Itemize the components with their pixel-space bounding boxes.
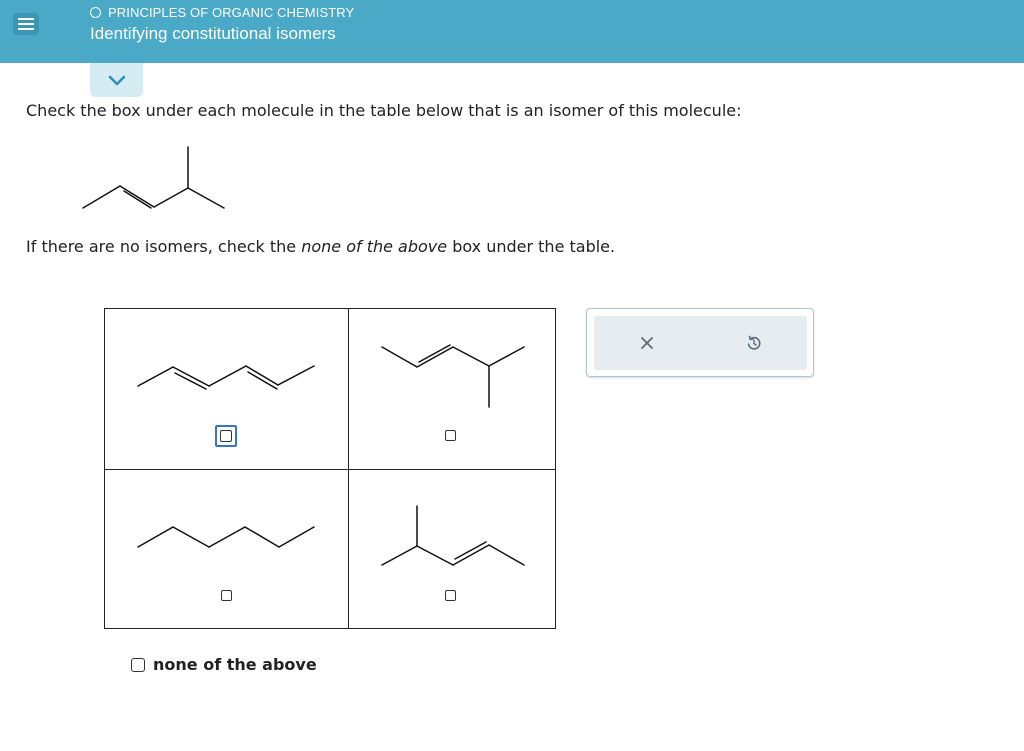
- instruction-text-start: If there are no isomers, check the: [26, 237, 302, 256]
- bond: [83, 186, 120, 208]
- course-label: [90, 4, 354, 20]
- reference-molecule: [80, 143, 230, 213]
- question-instruction: [26, 237, 615, 256]
- answer-tools-panel: [586, 308, 814, 377]
- undo-icon: [746, 335, 762, 351]
- hamburger-icon: [13, 13, 39, 35]
- table-cell-1: [104, 308, 349, 470]
- table-cell-4: [348, 469, 556, 629]
- bond: [154, 188, 188, 207]
- answer-table: [104, 308, 556, 629]
- instruction-emphasis: none of the above: [301, 237, 448, 256]
- molecule-4: [349, 470, 557, 630]
- clear-button[interactable]: [632, 328, 662, 358]
- undo-button[interactable]: [739, 328, 769, 358]
- none-of-the-above-label: none of the above: [153, 655, 317, 674]
- tools-toolbar: [594, 316, 807, 370]
- circle-icon: [90, 7, 101, 18]
- molecule-3: [105, 470, 350, 630]
- close-icon: [640, 336, 654, 350]
- bond: [188, 188, 224, 208]
- instruction-text-end: box under the table.: [447, 237, 616, 256]
- header-bar: [0, 0, 1024, 63]
- menu-button[interactable]: [0, 0, 52, 48]
- double-bond-line: [124, 191, 151, 208]
- molecule-2: [349, 309, 557, 471]
- collapse-header-button[interactable]: [90, 63, 143, 97]
- chevron-down-icon: [108, 75, 126, 86]
- none-of-the-above-option[interactable]: [131, 655, 317, 674]
- none-of-the-above-checkbox[interactable]: [131, 658, 145, 672]
- isomer-checkbox-1[interactable]: [215, 425, 237, 447]
- table-cell-2: [348, 308, 556, 470]
- isomer-checkbox-4[interactable]: [445, 590, 456, 601]
- topic-title: Identifying constitutional isomers: [90, 24, 336, 43]
- isomer-checkbox-3[interactable]: [221, 590, 232, 601]
- course-label-text: PRINCIPLES OF ORGANIC CHEMISTRY: [108, 4, 355, 20]
- question-prompt: Check the box under each molecule in the table below that is an isomer of this molecule:: [26, 101, 742, 120]
- bond: [120, 186, 154, 207]
- table-cell-3: [104, 469, 349, 629]
- isomer-checkbox-2[interactable]: [445, 430, 456, 441]
